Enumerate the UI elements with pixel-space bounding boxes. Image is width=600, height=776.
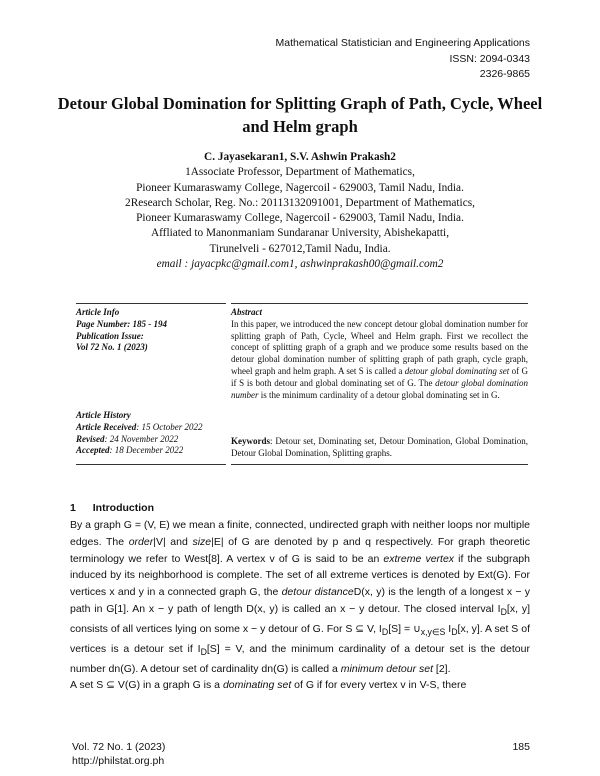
issn: ISSN: 2094-0343 [449, 52, 530, 65]
abstract-text [231, 319, 528, 402]
section-number: 1 [70, 502, 76, 514]
page-number-footer: 185 [512, 741, 530, 753]
author-emails: email : jayacpkc@gmail.com1, ashwinprakash00@gmail.com2 [156, 258, 444, 271]
footer-volume: Vol. 72 No. 1 (2023) [72, 741, 166, 753]
journal-header [276, 36, 530, 83]
revised-label: Revised [76, 433, 105, 444]
abstract-text-part: In this paper, we introduced the new concept detour global domination number for splitting graph of Path, Cycle, Wheel and Helm graph. First we recollect the concept of splitting graph of a graph and we produce some results based on the detour global domination number of splitting graph of path graph, cycle graph, wheel graph and helm graph. A set S is called a [231, 318, 528, 376]
footer [72, 741, 165, 768]
affiliation-line: Pioneer Kumaraswamy College, Nagercoil - 629003, Tamil Nadu, India. [136, 181, 464, 194]
info-rule [76, 303, 226, 304]
history-rule [76, 464, 226, 465]
affiliation-line: Tirunelveli - 627012,Tamil Nadu, India. [209, 242, 391, 255]
affiliation-line: Pioneer Kumaraswamy College, Nagercoil - 629003, Tamil Nadu, India. [136, 212, 464, 225]
publication-issue-label: Publication Issue: [76, 330, 144, 341]
abstract-term: detour global dominating set [404, 365, 510, 376]
revised-date: : 24 November 2022 [104, 433, 179, 444]
paper-title-line-1: Detour Global Domination for Splitting Graph of Path, Cycle, Wheel [57, 94, 543, 113]
author-block [40, 150, 560, 272]
keywords [231, 436, 528, 460]
article-info-heading: Article Info [76, 307, 120, 317]
volume-issue: Vol 72 No. 1 (2023) [76, 342, 148, 353]
abstract-heading: Abstract [231, 307, 263, 317]
section-title: Introduction [92, 502, 155, 514]
abstract-term: detour global domination number [231, 377, 529, 400]
section-heading [70, 502, 154, 514]
abstract-text-part: is the minimum cardinality of a detour global dominating set in G. [258, 389, 500, 400]
author-names: C. Jayasekaran1, S.V. Ashwin Prakash2 [204, 151, 396, 163]
article-history-heading: Article History [76, 410, 131, 420]
footer-url[interactable]: http://philstat.org.ph [72, 754, 165, 767]
revised-line [76, 434, 236, 446]
article-info [76, 307, 226, 354]
accepted-line [76, 445, 236, 457]
received-label: Article Received [76, 421, 137, 432]
affiliation-line: 2Research Scholar, Reg. No.: 20113132091001, Department of Mathematics, [125, 196, 475, 209]
keywords-label: Keywords [231, 436, 270, 446]
received-line [76, 422, 236, 434]
affiliation-line: Affliated to Manonmaniam Sundaranar University, Abishekapatti, [150, 227, 450, 240]
page-number: Page Number: 185 - 194 [76, 318, 167, 329]
abstract [231, 307, 528, 401]
accepted-label: Accepted [76, 445, 110, 456]
keywords-list: : Detour set, Dominating set, Detour Domination, Global Domination, Detour Global Domination, Splitting graphs. [231, 436, 528, 458]
paper-title [40, 92, 560, 138]
section-body: By a graph G = (V, E) we mean a finite, connected, undirected graph with neither loops nor multiple edges. The order|V| and size|E| of G are denoted by p and q respectively. For graph theoretic terminology we refer to West[8]. A vertex v of G is said to be an extreme vertex if the subgraph induced by its neighborhood is complete. The set of all extreme vertices is denoted by Ext(G). For vertices x and y in a connected graph G, the detour distanceD(x, y) is the length of a longest x − y path in G[1]. An x − y path of length D(x, y) is called an x − y detour. The closed interval $I_D[x$, y] consists of all vertices lying on some x − y detour of G. For S ⊆ V, $I_D[S]$ = $\cup_{x,y\in S}$ $I_D[x$, y]. A set S of vertices is a detour set if $I_D[S] = V$, and the minimum cardinality of a detour set is the detour number dn(G). A detour set of cardinality dn(G) is called a minimum detour set [2]. A set S ⊆ V(G) in a graph G is a dominating set of G if for every vertex v in V-S, there [70, 519, 531, 692]
journal-name: Mathematical Statistician and Engineering Applications [275, 37, 530, 49]
accepted-date: : 18 December 2022 [109, 445, 184, 456]
article-history [76, 410, 236, 457]
received-date: : 15 October 2022 [136, 421, 203, 432]
affiliation-line: 1Associate Professor, Department of Mathematics, [185, 166, 415, 179]
keywords-rule [231, 464, 528, 465]
paper-title-line-2: and Helm graph [242, 117, 358, 136]
abstract-text-part: of G if S is both detour and global dominating set of G. The [231, 365, 529, 388]
issn-online: 2326-9865 [479, 68, 530, 80]
abstract-rule [231, 303, 528, 304]
